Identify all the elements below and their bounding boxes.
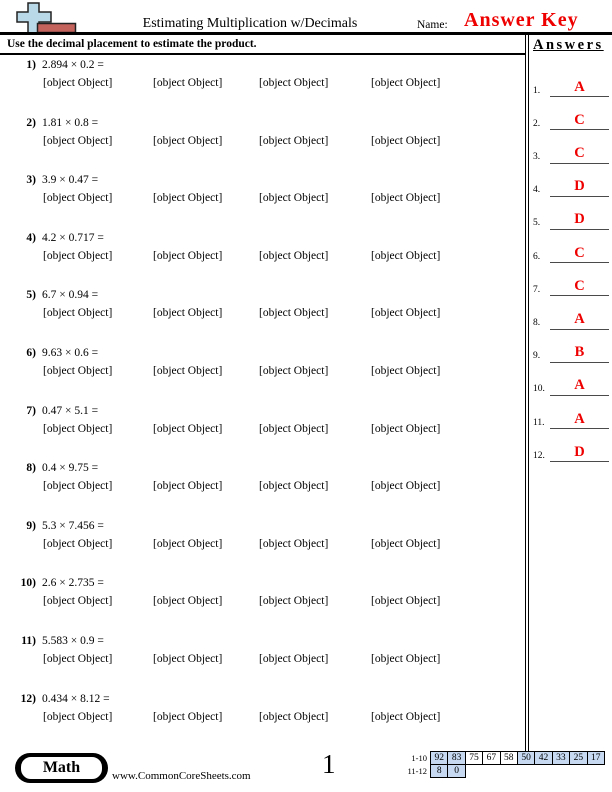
answer-choice: [object Object]	[259, 537, 329, 550]
answer-choice: [object Object]	[371, 364, 441, 377]
plus-brick-icon	[13, 2, 79, 34]
question-block	[0, 520, 524, 578]
question-number: 6)	[26, 346, 36, 359]
score-cell: 58	[500, 751, 518, 765]
answer-choice: [object Object]	[43, 249, 113, 262]
answer-letter: D	[574, 178, 585, 195]
answer-choice: [object Object]	[259, 652, 329, 665]
instructions-divider	[0, 53, 526, 55]
answer-choice: [object Object]	[153, 652, 223, 665]
answer-letter: A	[574, 410, 585, 427]
score-cell: 92	[430, 751, 448, 765]
question-line	[0, 232, 524, 245]
score-cell: 50	[517, 751, 535, 765]
answer-letter: C	[574, 145, 585, 162]
answer-blank-line	[550, 179, 609, 197]
website-text: www.CommonCoreSheets.com	[112, 770, 251, 782]
question-problem: 0.4 × 9.75 =	[42, 462, 99, 475]
question-number: 1)	[26, 59, 36, 71]
score-cell: 0	[447, 764, 465, 778]
answer-letter: A	[574, 311, 585, 327]
question-line	[0, 635, 524, 648]
answer-letter: C	[574, 277, 585, 294]
question-choices	[0, 653, 524, 666]
answer-choice: [object Object]	[43, 595, 113, 608]
answer-item	[533, 230, 609, 263]
answer-number: 2.	[533, 118, 541, 129]
question-problem: 6.7 × 0.94 =	[42, 289, 99, 302]
answer-number: 9.	[533, 351, 541, 362]
answer-letter: D	[574, 211, 585, 228]
question-problem: 5.3 × 7.456 =	[42, 519, 104, 532]
question-block	[0, 289, 524, 347]
question-problem: 0.434 × 8.12 =	[42, 692, 110, 705]
question-block	[0, 693, 524, 751]
score-cell: 42	[534, 751, 552, 765]
answer-choice: [object Object]	[43, 652, 113, 665]
question-number: 3)	[26, 174, 36, 187]
answer-choice: [object Object]	[43, 537, 113, 550]
answer-item	[533, 130, 609, 163]
question-number: 5)	[26, 289, 36, 302]
answer-item	[533, 429, 609, 462]
answers-heading: Answers	[533, 37, 604, 53]
score-cell: 25	[569, 751, 587, 765]
answer-item	[533, 296, 609, 329]
question-line	[0, 347, 524, 360]
question-line	[0, 577, 524, 590]
question-choices	[0, 250, 524, 263]
answer-choice: [object Object]	[371, 422, 441, 435]
question-choices	[0, 192, 524, 205]
answer-blank-line	[550, 146, 609, 164]
answer-choice: [object Object]	[259, 192, 329, 205]
question-line	[0, 520, 524, 533]
question-number: 2)	[26, 116, 36, 129]
question-problem: 4.2 × 0.717 =	[42, 231, 104, 244]
answer-letter: C	[574, 244, 585, 261]
answer-choice: [object Object]	[259, 595, 329, 608]
question-line	[0, 462, 524, 475]
answer-item	[533, 330, 609, 363]
questions-list	[0, 59, 524, 750]
instructions-text: Use the decimal placement to estimate the product.	[7, 38, 257, 50]
answer-choice: [object Object]	[153, 595, 223, 608]
answer-choice: [object Object]	[371, 652, 441, 665]
score-row	[402, 764, 605, 778]
question-block	[0, 462, 524, 520]
answer-number: 7.	[533, 284, 541, 295]
answer-blank-line	[550, 113, 609, 131]
answer-blank-line	[550, 312, 609, 330]
answer-choice: [object Object]	[43, 307, 113, 320]
answer-choice: [object Object]	[43, 192, 113, 205]
answer-choice: [object Object]	[371, 134, 441, 147]
question-block	[0, 635, 524, 693]
question-choices	[0, 480, 524, 493]
answer-number: 8.	[533, 318, 541, 328]
answer-blank-line	[550, 378, 609, 396]
score-cell: 67	[482, 751, 500, 765]
answer-item	[533, 363, 609, 396]
answer-choice: [object Object]	[259, 422, 329, 435]
answer-item	[533, 164, 609, 197]
question-number: 4)	[26, 231, 36, 244]
answer-number: 11.	[533, 417, 545, 428]
answer-choice: [object Object]	[371, 537, 441, 550]
answer-choice: [object Object]	[153, 537, 223, 550]
answer-number: 4.	[533, 185, 541, 196]
score-cell: 83	[447, 751, 465, 765]
question-choices	[0, 711, 524, 724]
answer-choice: [object Object]	[43, 77, 113, 89]
question-number: 8)	[26, 462, 36, 475]
name-label: Name:	[417, 19, 448, 31]
question-block	[0, 59, 524, 117]
question-number: 9)	[26, 519, 36, 532]
question-block	[0, 577, 524, 635]
answer-number: 1.	[533, 85, 541, 96]
answer-choice: [object Object]	[153, 77, 223, 89]
answer-item	[533, 197, 609, 230]
answer-number: 12.	[533, 450, 545, 461]
answer-choice: [object Object]	[259, 710, 329, 723]
answer-blank-line	[550, 445, 609, 463]
answer-item	[533, 64, 609, 97]
answer-letter: D	[574, 443, 585, 460]
score-range-label: 1-10	[411, 753, 427, 763]
question-problem: 9.63 × 0.6 =	[42, 346, 99, 359]
question-number: 10)	[20, 577, 36, 590]
answer-letter: A	[574, 78, 585, 95]
answer-choice: [object Object]	[153, 710, 223, 723]
answer-choice: [object Object]	[153, 307, 223, 320]
answer-choice: [object Object]	[371, 77, 441, 89]
answer-choice: [object Object]	[259, 480, 329, 493]
answer-item	[533, 97, 609, 130]
subject-badge-label: Math	[20, 756, 103, 780]
question-line	[0, 117, 524, 130]
question-block	[0, 232, 524, 290]
question-problem: 2.894 × 0.2 =	[42, 59, 104, 71]
answer-choice: [object Object]	[43, 364, 113, 377]
question-block	[0, 117, 524, 175]
answer-choice: [object Object]	[153, 364, 223, 377]
answers-list	[533, 64, 609, 462]
question-block	[0, 174, 524, 232]
answer-choice: [object Object]	[259, 364, 329, 377]
answer-choice: [object Object]	[259, 249, 329, 262]
question-line	[0, 405, 524, 418]
question-choices	[0, 77, 524, 90]
question-block	[0, 347, 524, 405]
score-cells	[430, 764, 466, 778]
answer-blank-line	[550, 246, 609, 264]
answer-choice: [object Object]	[371, 249, 441, 262]
answer-choice: [object Object]	[371, 595, 441, 608]
answer-choice: [object Object]	[371, 710, 441, 723]
question-line	[0, 289, 524, 302]
question-line	[0, 174, 524, 187]
question-block	[0, 405, 524, 463]
question-choices	[0, 595, 524, 608]
answer-choice: [object Object]	[371, 307, 441, 320]
page-number: 1	[322, 749, 336, 779]
answer-number: 3.	[533, 152, 541, 163]
header-divider	[0, 32, 612, 35]
answer-choice: [object Object]	[371, 192, 441, 205]
answer-key-text: Answer Key	[464, 9, 579, 31]
answer-choice: [object Object]	[43, 134, 113, 147]
answer-choice: [object Object]	[43, 710, 113, 723]
score-row	[402, 751, 605, 765]
answer-item	[533, 263, 609, 296]
question-choices	[0, 538, 524, 551]
question-choices	[0, 365, 524, 378]
answer-choice: [object Object]	[153, 480, 223, 493]
question-number: 12)	[20, 692, 36, 705]
answer-choice: [object Object]	[43, 480, 113, 493]
question-choices	[0, 135, 524, 148]
question-problem: 1.81 × 0.8 =	[42, 116, 99, 129]
answer-choice: [object Object]	[153, 422, 223, 435]
score-cell: 33	[552, 751, 570, 765]
question-number: 7)	[26, 404, 36, 417]
answer-letter: C	[574, 111, 585, 128]
answer-choice: [object Object]	[153, 249, 223, 262]
answer-letter: A	[574, 377, 585, 394]
answer-choice: [object Object]	[43, 422, 113, 435]
answer-choice: [object Object]	[259, 134, 329, 147]
answer-choice: [object Object]	[371, 480, 441, 493]
question-problem: 2.6 × 2.735 =	[42, 577, 104, 590]
answers-separator-line	[525, 35, 529, 751]
worksheet-title: Estimating Multiplication w/Decimals	[142, 16, 358, 31]
score-cells	[430, 751, 605, 765]
answer-blank-line	[550, 212, 609, 230]
answer-choice: [object Object]	[153, 192, 223, 205]
score-grid	[402, 751, 605, 778]
answer-blank-line	[550, 345, 609, 363]
question-line	[0, 693, 524, 706]
score-cell: 8	[430, 764, 448, 778]
score-range-label: 11-12	[407, 766, 427, 776]
answer-number: 6.	[533, 251, 541, 262]
subject-badge	[15, 753, 108, 783]
answer-choice: [object Object]	[259, 307, 329, 320]
answer-blank-line	[550, 412, 609, 430]
answer-item	[533, 396, 609, 429]
score-cell: 75	[465, 751, 483, 765]
answer-number: 5.	[533, 218, 541, 229]
question-choices	[0, 423, 524, 436]
answer-blank-line	[550, 80, 609, 98]
question-problem: 0.47 × 5.1 =	[42, 404, 99, 417]
question-number: 11)	[21, 634, 36, 647]
answer-blank-line	[550, 279, 609, 297]
question-choices	[0, 307, 524, 320]
score-cell: 17	[587, 751, 605, 765]
answer-number: 10.	[533, 384, 545, 395]
answer-letter: B	[574, 344, 585, 361]
answer-choice: [object Object]	[153, 134, 223, 147]
question-line	[0, 59, 524, 72]
answer-choice: [object Object]	[259, 77, 329, 89]
question-problem: 3.9 × 0.47 =	[42, 174, 99, 187]
question-problem: 5.583 × 0.9 =	[42, 634, 104, 647]
